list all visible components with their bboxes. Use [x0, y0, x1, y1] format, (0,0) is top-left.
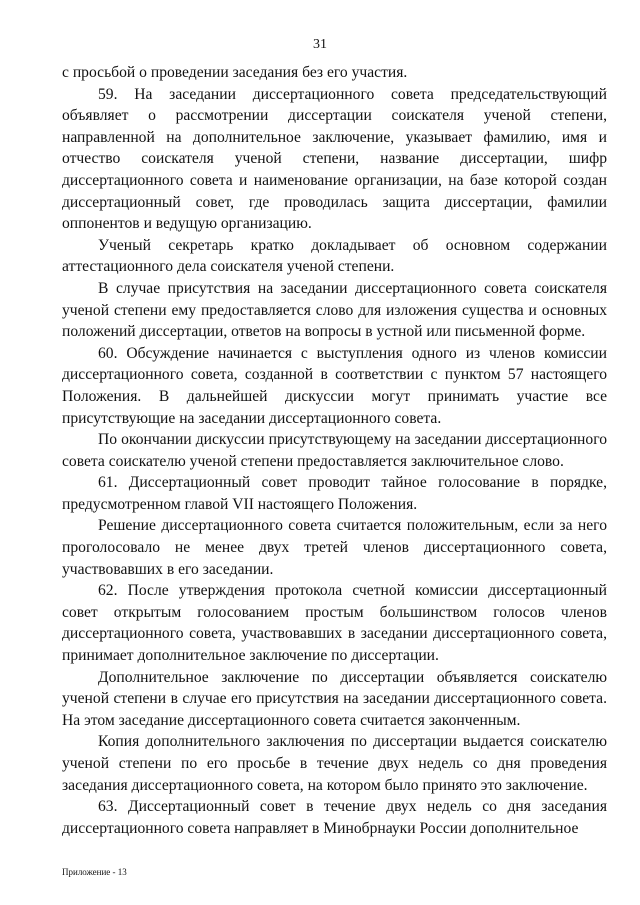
paragraph-decision: Решение диссертационного совета считается положительным, если за него проголосовало не менее двух третей членов диссертационного совета, участвовавших в его заседании.: [62, 517, 607, 578]
paragraph-applicant-presence: В случае присутствия на заседании диссертационного совета соискателя ученой степени ему предоставляется слово для изложения существа и основных положений диссертации, ответов на вопросы в устной или письменной форме.: [62, 279, 607, 341]
paragraph-final-word: По окончании дискуссии присутствующему на заседании диссертационного совета соискателю ученой степени предоставляется заключительное слово.: [62, 431, 607, 470]
paragraph-63: 63. Диссертационный совет в течение двух недель со дня заседания диссертационного совета направляет в Минобрнауки России дополнительное: [62, 798, 607, 837]
page-number: 31: [313, 37, 327, 52]
paragraph-continuation: с просьбой о проведении заседания без его участия.: [62, 64, 408, 81]
paragraph-59: 59. На заседании диссертационного совета председательствующий объявляет о рассмотрении диссертации соискателя ученой степени, направленной на дополнительное заключение, указывает фамилию, имя и отчество соискателя ученой степени, название диссертации, шифр диссертационного совета и наименование организации, на базе которой создан диссертационный совет, где проводилась защита диссертации, фамилии оппонентов и ведущую организацию.: [62, 85, 607, 233]
paragraph-62: 62. После утверждения протокола счетной комиссии диссертационный совет открытым голосованием простым большинством голосов членов диссертационного совета, участвовавших в заседании диссертационного совета, принимает дополнительное заключение по диссертации.: [62, 582, 607, 665]
paragraph-announcement: Дополнительное заключение по диссертации объявляется соискателю ученой степени в случае его присутствия на заседании диссертационного совета. На этом заседание диссертационного совета считается законченным.: [62, 668, 607, 729]
document-body: [62, 62, 607, 839]
paragraph-61: 61. Диссертационный совет проводит тайное голосование в порядке, предусмотренном главой VII настоящего Положения.: [62, 474, 607, 513]
footer-appendix-label: Приложение - 13: [62, 867, 127, 877]
paragraph-secretary-report: Ученый секретарь кратко докладывает об основном содержании аттестационного дела соискателя ученой степени.: [62, 236, 607, 276]
paragraph-copy: Копия дополнительного заключения по диссертации выдается соискателю ученой степени по его просьбе в течение двух недель со дня проведения заседания диссертационного совета, на котором было принято это заключение.: [62, 733, 607, 794]
paragraph-60: 60. Обсуждение начинается с выступления одного из членов комиссии диссертационного совета, созданной в соответствии с пунктом 57 настоящего Положения. В дальнейшей дискуссии могут принимать участие все присутствующие на заседании диссертационного совета.: [62, 344, 607, 427]
